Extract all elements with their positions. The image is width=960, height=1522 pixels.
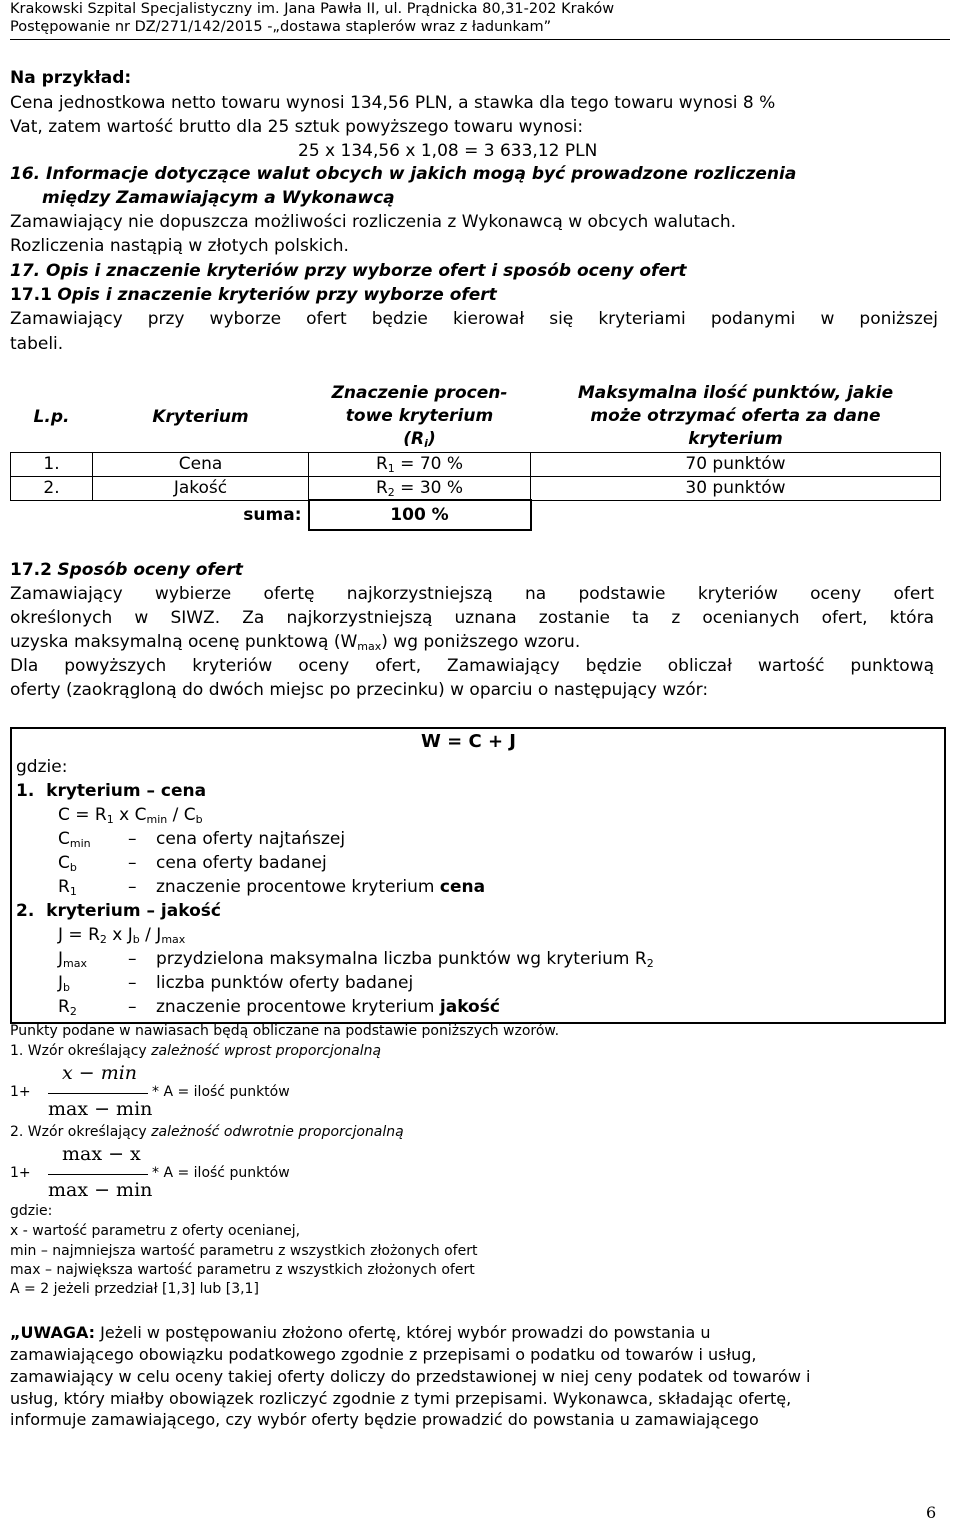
uwaga-line-1: „UWAGA: Jeżeli w postępowaniu złożono ofertę, której wybór prowadzi do powstania u	[10, 1323, 711, 1342]
formula-1-tail: * A = ilość punktów	[152, 1084, 290, 1100]
criterion-2-def-1-dash: –	[128, 949, 137, 969]
formula-1-numerator: x − min	[62, 1062, 138, 1084]
example-line-2: Vat, zatem wartość brutto dla 25 sztuk powyższego towaru wynosi:	[10, 117, 584, 137]
sum-label: suma:	[243, 505, 302, 526]
criterion-1-def-2-dash: –	[128, 853, 137, 873]
criterion-2-def-2-text: liczba punktów oferty badanej	[156, 973, 414, 993]
criterion-1-def-3-dash: –	[128, 877, 137, 897]
header-r-sub: i	[424, 437, 428, 451]
criterion-1-def-2-symbol: $C_b$	[58, 853, 77, 874]
section-16-title-cont: między Zamawiającym a Wykonawcą	[42, 188, 395, 208]
formula-1-denominator: max − min	[48, 1098, 153, 1120]
criterion-2-def-2-symbol: $J_b$	[58, 973, 70, 994]
section-17-1-title	[10, 285, 497, 305]
table-row	[11, 452, 941, 476]
formula-2-lead: 1+	[10, 1165, 31, 1181]
header-max-line-3: kryterium	[688, 429, 783, 450]
section-17-title: 17. Opis i znaczenie kryteriów przy wyborze ofert i sposób oceny ofert	[10, 261, 687, 281]
page-number: 6	[926, 1503, 937, 1522]
section-17-2-text-1: Zamawiający wybierze ofertę najkorzystniejszą na podstawie kryteriów oceny ofert	[10, 584, 934, 604]
formula-box	[10, 727, 946, 1024]
row-points: 30 punktów	[531, 476, 941, 500]
uwaga-line-2: zamawiającego obowiązku podatkowego zgodnie z przepisami o podatku od towarów i usług,	[10, 1345, 757, 1364]
table-sum-row	[11, 500, 941, 530]
row-r: R	[375, 477, 388, 498]
example-calculation: 25 x 134,56 x 1,08 = 3 633,12 PLN	[298, 141, 598, 161]
formula-1-label: 1. Wzór określający zależność wprost proporcjonalną	[10, 1043, 382, 1059]
row-r-sub: 1	[387, 462, 395, 475]
uwaga-line-3: zamawiający w celu oceny takiej oferty doliczy do przedstawionej w niej ceny podatek od towarów i	[10, 1367, 811, 1386]
points-def-max: max – największa wartość parametru z wszystkich złożonych ofert	[10, 1262, 475, 1278]
header-znaczenie-line-2: towe kryterium	[345, 406, 494, 427]
header-max-line-1: Maksymalna ilość punktów, jakie	[577, 383, 894, 404]
uwaga-line-5: informuje zamawiającego, czy wybór oferty będzie prowadzić do powstania u zamawiającego	[10, 1410, 759, 1429]
row-znaczenie	[309, 452, 531, 476]
criterion-2-def-3-text: znaczenie procentowe kryterium jakość	[156, 997, 500, 1017]
criterion-1-def-1-text: cena oferty najtańszej	[156, 829, 346, 849]
header-znaczenie-line-3	[309, 428, 531, 451]
criterion-2-def-1-text: przydzielona maksymalna liczba punktów wg kryterium $R_2$	[156, 949, 654, 970]
criterion-1-def-2-text: cena oferty badanej	[156, 853, 327, 873]
header-r: (R	[403, 429, 425, 450]
section-17-2-text-5: oferty (zaokrągloną do dwóch miejsc po przecinku) w oparciu o następujący wzór:	[10, 680, 709, 700]
header-max-points	[531, 382, 941, 452]
section-17-2-title	[10, 560, 243, 580]
row-r-value: = 70 %	[394, 454, 464, 474]
criterion-2-formula: $J = R_2$ x $J_b / J_{max}$	[58, 925, 186, 946]
row-r-value: = 30 %	[394, 477, 464, 498]
row-znaczenie	[309, 476, 531, 500]
row-lp: 2.	[11, 476, 93, 500]
header-r-close: )	[427, 429, 436, 450]
table-header-row	[11, 382, 941, 452]
criterion-1-def-1-dash: –	[128, 829, 137, 849]
header-znaczenie-line-1: Znaczenie procen-	[331, 383, 508, 404]
formula-1-fraction-line	[48, 1093, 148, 1094]
section-17-1-text-1: Zamawiający przy wyborze ofert będzie kierował się kryteriami podanymi w poniższej	[10, 309, 938, 329]
section-17-1-text-2: tabeli.	[10, 334, 64, 354]
points-def-min: min – najmniejsza wartość parametru z wszystkich złożonych ofert	[10, 1243, 478, 1259]
section-17-2-text-2: określonych w SIWZ. Za najkorzystniejszą uznana zostanie ta z ocenianych ofert, która	[10, 608, 934, 628]
header-lp: L.p.	[33, 406, 70, 427]
criterion-2-def-3-dash: –	[128, 997, 137, 1017]
section-16-text-1: Zamawiający nie dopuszcza możliwości rozliczenia z Wykonawcą w obcych walutach.	[10, 212, 737, 232]
criterion-2-def-3-symbol: $R_2$	[58, 997, 77, 1018]
formula-1-lead: 1+	[10, 1084, 31, 1100]
section-17-2-text-4: Dla powyższych kryteriów oceny ofert, Zamawiający będzie obliczał wartość punktową	[10, 656, 934, 676]
section-17-2-heading: Sposób oceny ofert	[57, 560, 243, 580]
section-17-1-number: 17.1	[10, 285, 52, 305]
criterion-2-title: 2. kryterium – jakość	[16, 901, 221, 921]
section-17-2-number: 17.2	[10, 560, 52, 580]
formula-gdzie: gdzie:	[16, 757, 68, 777]
header-znaczenie	[309, 382, 531, 452]
points-gdzie: gdzie:	[10, 1203, 53, 1219]
points-intro: Punkty podane w nawiasach będą obliczane na podstawie poniższych wzorów.	[10, 1023, 560, 1039]
section-17-2-text-3: uzyska maksymalną ocenę punktową $(W_{max})$ wg poniższego wzoru.	[10, 632, 581, 653]
section-16-text-2: Rozliczenia nastąpią w złotych polskich.	[10, 236, 349, 256]
criterion-2-def-2-dash: –	[128, 973, 137, 993]
row-r-sub: 2	[387, 485, 395, 499]
row-r: R	[375, 454, 388, 474]
criterion-1-title: 1. kryterium – cena	[16, 781, 207, 801]
header-kryterium: Kryterium	[152, 406, 249, 427]
criteria-table	[10, 382, 941, 531]
uwaga-label: „UWAGA:	[10, 1323, 96, 1342]
header-line-2: Postępowanie nr DZ/271/142/2015 -„dostawa staplerów wraz z ładunkam”	[10, 19, 552, 35]
formula-2-label: 2. Wzór określający zależność odwrotnie proporcjonalną	[10, 1124, 404, 1140]
criterion-1-def-3-text: znaczenie procentowe kryterium cena	[156, 877, 486, 897]
table-row	[11, 476, 941, 500]
example-heading: Na przykład:	[10, 68, 132, 88]
formula-2-numerator: max − x	[62, 1143, 141, 1165]
formula-2-fraction-line	[48, 1174, 148, 1175]
row-kryterium: Cena	[93, 452, 309, 476]
main-formula: W = C + J	[421, 731, 516, 752]
section-16-title: 16. Informacje dotyczące walut obcych w jakich mogą być prowadzone rozliczenia	[10, 164, 797, 184]
header-max-line-2: może otrzymać oferta za dane	[590, 406, 881, 427]
sum-value: 100 %	[309, 500, 531, 530]
points-def-x: x - wartość parametru z oferty ocenianej,	[10, 1223, 301, 1239]
header-rule	[10, 39, 950, 40]
row-points: 70 punktów	[531, 452, 941, 476]
criterion-1-formula: $C = R_1$ x $C_{min} / C_b$	[58, 805, 203, 826]
section-17-1-heading: Opis i znaczenie kryteriów przy wyborze ofert	[57, 285, 497, 305]
row-kryterium: Jakość	[93, 476, 309, 500]
points-def-a: A = 2 jeżeli przedział [1,3] lub [3,1]	[10, 1281, 259, 1297]
criterion-1-def-1-symbol: $C_{min}$	[58, 829, 91, 850]
uwaga-line-4: usług, który miałby obowiązek rozliczyć zgodnie z tymi przepisami. Wykonawca, składając ofertę,	[10, 1389, 792, 1408]
formula-2-tail: * A = ilość punktów	[152, 1165, 290, 1181]
header-line-1: Krakowski Szpital Specjalistyczny im. Jana Pawła II, ul. Prądnicka 80,31-202 Kraków	[10, 1, 615, 17]
formula-2-denominator: max − min	[48, 1179, 153, 1201]
criterion-2-def-1-symbol: $J_{max}$	[58, 949, 87, 970]
example-line-1: Cena jednostkowa netto towaru wynosi 134,56 PLN, a stawka dla tego towaru wynosi 8 %	[10, 93, 776, 113]
row-lp: 1.	[11, 452, 93, 476]
criterion-1-def-3-symbol: $R_1$	[58, 877, 77, 898]
